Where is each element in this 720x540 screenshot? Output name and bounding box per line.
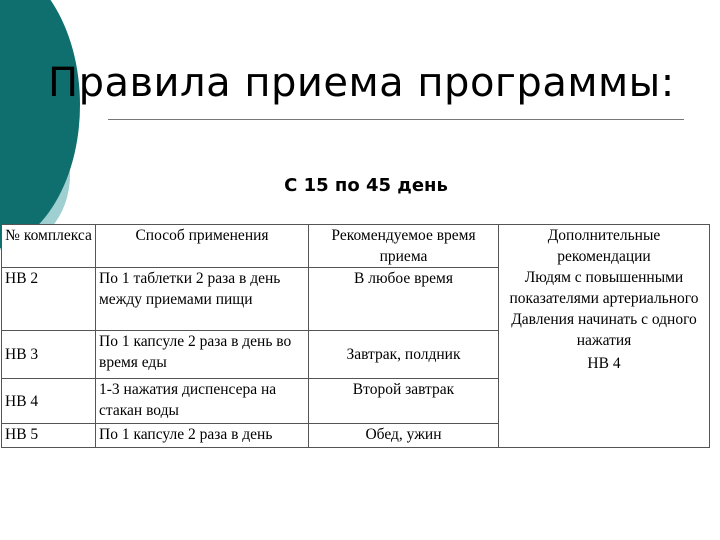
- header-complex: № комплекса: [2, 225, 96, 268]
- row-time: Второй завтрак: [309, 379, 499, 424]
- extra-note: Людям с повышенными показателями артериального Давления начинать с одного нажатия: [509, 269, 699, 349]
- row-time: Обед, ужин: [309, 424, 499, 448]
- title-underline: [108, 119, 684, 120]
- header-extra: Дополнительные рекомендации: [547, 227, 661, 265]
- row-time: В любое время: [309, 268, 499, 331]
- program-table: [1, 224, 710, 448]
- table-header-row: [2, 225, 710, 268]
- row-method: 1-3 нажатия диспенсера на стакан воды: [96, 379, 309, 424]
- row-complex: НВ 2: [2, 268, 96, 331]
- extra-recommendations-cell: [499, 225, 710, 448]
- row-complex: НВ 3: [2, 331, 96, 379]
- slide-subtitle: С 15 по 45 день: [284, 175, 448, 196]
- row-method: По 1 капсуле 2 раза в день: [96, 424, 309, 448]
- row-time: Завтрак, полдник: [309, 331, 499, 379]
- header-method: Способ применения: [96, 225, 309, 268]
- decor-circle-dark: [0, 0, 80, 250]
- row-complex: НВ 4: [2, 379, 96, 424]
- row-complex: НВ 5: [2, 424, 96, 448]
- header-time: Рекомендуемое время приема: [309, 225, 499, 268]
- extra-complex: НВ 4: [587, 355, 621, 372]
- row-method: По 1 капсуле 2 раза в день во время еды: [96, 331, 309, 379]
- slide-title: Правила приема программы:: [48, 60, 675, 106]
- row-method: По 1 таблетки 2 раза в день между приемами пищи: [96, 268, 309, 331]
